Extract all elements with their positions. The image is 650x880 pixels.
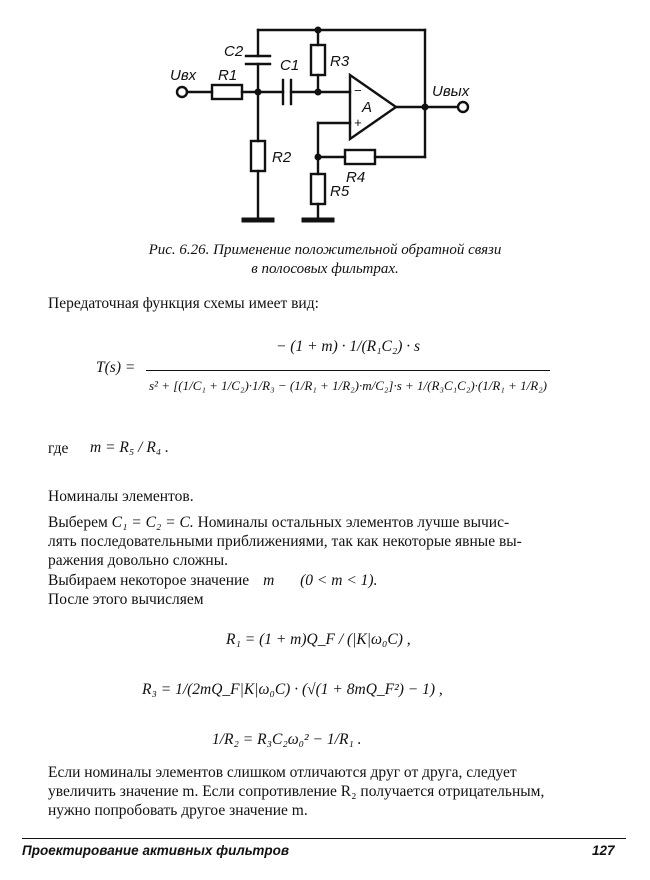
tf-numerator: − (1 + m) · 1/(R₁C₂) · s — [275, 338, 421, 355]
tf-denominator: s² + [(1/C₁ + 1/C₂)·1/R₃ − (1/R₁ + 1/R₂)·m/C₂]·s + 1/(R₃C₁C₂)·(1/R₁ + 1/R₂) — [148, 378, 547, 393]
para2-var: m — [263, 572, 275, 589]
where-word: где — [48, 440, 69, 457]
figure-caption-line1: Рис. 6.26. Применение положительной обратной связи — [148, 242, 502, 258]
label-c2: C2 — [224, 43, 244, 60]
label-r1: R1 — [218, 67, 238, 84]
para4-line3: нужно попробовать другое значение m. — [48, 802, 308, 819]
para1-lead: Выберем — [48, 514, 112, 531]
eq-r2: 1/R₂ = R₃C₂ω₀² − 1/R₁ . — [212, 731, 362, 748]
footer-rule — [22, 838, 626, 839]
para1-line3: ражения довольно сложны. — [48, 552, 228, 569]
eq-r1: R₁ = (1 + m)Q_F / (|K|ω₀C) , — [226, 631, 411, 648]
para2-range: (0 < m < 1). — [300, 572, 378, 589]
para4-line2: увеличить значение m. Если сопротивление R₂ получается отрицательным, — [48, 783, 545, 800]
para2-text: Выбираем некоторое значение — [48, 572, 250, 589]
para1-line2: лять последовательными приближениями, так как некоторые явные вы- — [48, 533, 522, 550]
para2-line — [48, 571, 377, 590]
para1-line1 — [48, 513, 623, 532]
intro-text: Передаточная функция схемы имеет вид: — [48, 295, 319, 312]
eq-r3: R₃ = 1/(2mQ_F|K|ω₀C) · (√(1 + 8mQ_F²) − 1) , — [142, 681, 443, 698]
para3-text: После этого вычисляем — [48, 591, 204, 608]
para4-line1: Если номиналы элементов слишком отличаются друг от друга, следует — [48, 764, 517, 781]
label-c1: C1 — [280, 57, 300, 74]
m-definition: m = R₅ / R₄ . — [90, 439, 169, 456]
page-number: 127 — [592, 843, 615, 858]
label-uout: Uвых — [432, 83, 470, 100]
label-a: A — [362, 99, 373, 116]
circuit-figure — [150, 0, 510, 232]
label-r5: R5 — [330, 183, 350, 200]
label-r4: R4 — [346, 169, 366, 186]
nominals-heading: Номиналы элементов. — [48, 488, 194, 505]
footer-title: Проектирование активных фильтров — [22, 843, 290, 858]
para1-eq: C₁ = C₂ = C. — [111, 514, 194, 531]
para1-rest: Номиналы остальных элементов лучше вычис- — [193, 514, 510, 531]
label-plus: + — [354, 115, 362, 130]
tf-fraction-bar — [146, 370, 550, 371]
tf-lhs: T(s) = — [96, 359, 136, 376]
label-r2: R2 — [272, 149, 292, 166]
label-uin: Uвх — [170, 67, 197, 84]
label-minus: − — [354, 83, 362, 98]
label-r3: R3 — [330, 53, 350, 70]
figure-caption-line2: в полосовых фильтрах. — [251, 261, 399, 277]
